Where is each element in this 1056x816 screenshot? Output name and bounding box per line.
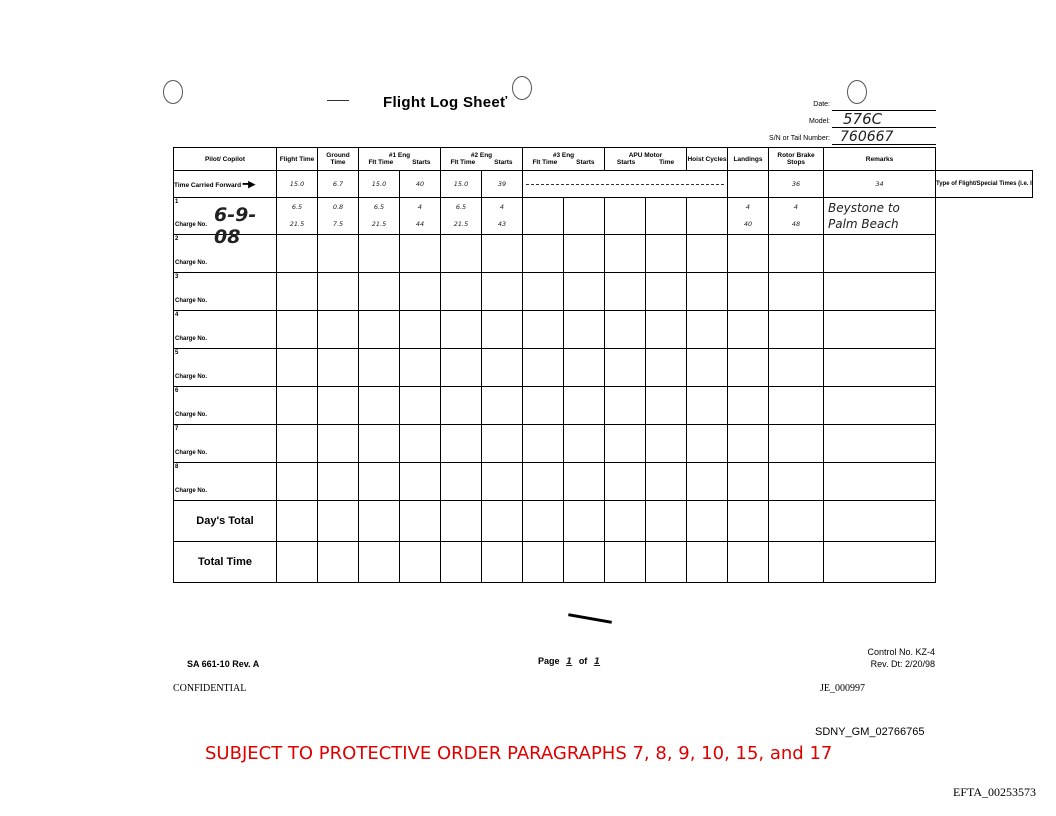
cell: [687, 501, 728, 542]
page-indicator: [538, 656, 604, 667]
cell: [605, 501, 646, 542]
cell: [646, 235, 687, 273]
col-rotor: Rotor Brake Stops: [769, 148, 824, 171]
cell: [441, 463, 482, 501]
cell: [824, 387, 936, 425]
cell: [728, 387, 769, 425]
cell: [769, 501, 824, 542]
eng1-flt-time: Flt Time: [368, 159, 394, 166]
charge-label: Charge No.: [175, 222, 208, 228]
cell: [605, 542, 646, 583]
cell: [482, 501, 523, 542]
cell: [769, 463, 824, 501]
cell: [728, 311, 769, 349]
eng2-subs: [441, 159, 522, 166]
cell: [824, 501, 936, 542]
cell: [441, 235, 482, 273]
cell: [441, 542, 482, 583]
carried-landings: 36: [769, 171, 824, 198]
cell: [277, 425, 318, 463]
cell: [318, 311, 359, 349]
cell: [728, 273, 769, 311]
cell: [824, 425, 936, 463]
row1-eng1-starts: [400, 198, 441, 235]
page-total: 1: [593, 657, 601, 667]
carried-remarks: Type of Flight/Special Times (i.e. I: [936, 171, 1033, 198]
row1-rotor-bottom: 48: [791, 220, 801, 228]
cell: [687, 349, 728, 387]
cell: [564, 273, 605, 311]
cell: [687, 273, 728, 311]
cell: [728, 542, 769, 583]
cell: [441, 311, 482, 349]
col-eng3: [523, 148, 605, 171]
cell: [824, 311, 936, 349]
charge-label: Charge No.: [175, 298, 208, 304]
cell: [318, 349, 359, 387]
eng3-subs: [523, 159, 604, 166]
apu-starts: Starts: [616, 159, 636, 166]
eng2-starts: Starts: [494, 159, 513, 166]
cell: [359, 349, 400, 387]
cell: [400, 425, 441, 463]
cell: [359, 273, 400, 311]
efta-number: EFTA_00253573: [953, 785, 1037, 799]
cell: [728, 425, 769, 463]
cell: [400, 311, 441, 349]
cell: [728, 349, 769, 387]
cell: [728, 463, 769, 501]
cell: [646, 387, 687, 425]
cell: [359, 387, 400, 425]
carried-rotor: 34: [824, 171, 936, 198]
cell: [824, 463, 936, 501]
cell: [824, 542, 936, 583]
cell: [523, 235, 564, 273]
punch-hole-right: [847, 80, 867, 104]
cell: [482, 235, 523, 273]
cell: [400, 273, 441, 311]
cell: [523, 273, 564, 311]
cell: [605, 425, 646, 463]
col-ground-time: Ground Time: [318, 148, 359, 171]
cell: [769, 387, 824, 425]
col-hoist: Hoist Cycles: [687, 148, 728, 171]
cell: [400, 542, 441, 583]
row1-flight-time-bottom: 21.5: [289, 220, 305, 228]
total-time-label: Total Time: [174, 542, 277, 583]
cell: [523, 387, 564, 425]
col-eng2: [441, 148, 523, 171]
row1-eng3-starts: [564, 198, 605, 235]
row1-eng1-starts-top: 4: [417, 203, 423, 211]
cell: [277, 542, 318, 583]
row1-apu-starts: [605, 198, 646, 235]
row1-eng2-time-top: 6.5: [455, 203, 467, 211]
charge-label: Charge No.: [175, 488, 208, 494]
cell: [482, 311, 523, 349]
row-label-cell: [174, 349, 277, 387]
cell: [277, 463, 318, 501]
apu-time: Time: [659, 159, 675, 166]
col-apu: [605, 148, 687, 171]
cell: [482, 425, 523, 463]
table-row: [174, 463, 1033, 501]
cell: [769, 235, 824, 273]
row1-eng2-starts: [482, 198, 523, 235]
cell: [523, 542, 564, 583]
page-title: Flight Log Sheeť: [383, 94, 508, 111]
cell: [318, 425, 359, 463]
cell: [564, 349, 605, 387]
form-number: SA 661-10 Rev. A: [187, 659, 260, 669]
cell: [646, 463, 687, 501]
cell: [277, 349, 318, 387]
cell: [769, 542, 824, 583]
cell: [359, 425, 400, 463]
row-number: 5: [175, 350, 179, 356]
cell: [564, 387, 605, 425]
carried-eng2-starts: 39: [482, 171, 523, 198]
cell: [523, 425, 564, 463]
cell: [605, 235, 646, 273]
confidential-label: CONFIDENTIAL: [173, 683, 247, 694]
total-time-row: [174, 542, 1033, 583]
eng3-label: #3 Eng: [552, 152, 575, 159]
table-row: [174, 235, 1033, 273]
eng2-flt-time: Flt Time: [450, 159, 476, 166]
table-header-row: [174, 148, 1033, 171]
cell: [769, 273, 824, 311]
row1-ground-time-bottom: 7.5: [332, 220, 344, 228]
days-total-row: [174, 501, 1033, 542]
carried-eng2-time: 15.0: [441, 171, 482, 198]
cell: [318, 463, 359, 501]
page-of-label: of: [578, 656, 588, 666]
cell: [687, 425, 728, 463]
cell: [400, 501, 441, 542]
cell: [482, 273, 523, 311]
cell: [564, 425, 605, 463]
cell: [523, 501, 564, 542]
cell: [523, 349, 564, 387]
row1-ground-time: [318, 198, 359, 235]
title-dash: [327, 100, 349, 101]
carried-dashed-cell: [523, 171, 728, 198]
cell: [605, 463, 646, 501]
cell: [687, 387, 728, 425]
cell: [400, 349, 441, 387]
cell: [359, 463, 400, 501]
pen-mark: [568, 613, 612, 624]
cell: [318, 501, 359, 542]
carried-eng1-starts: 40: [400, 171, 441, 198]
cell: [687, 542, 728, 583]
carried-ground-time: 6.7: [318, 171, 359, 198]
page-label: Page: [538, 656, 560, 666]
carried-eng1-time: 15.0: [359, 171, 400, 198]
charge-label: Charge No.: [175, 450, 208, 456]
cell: [646, 542, 687, 583]
table-row: [174, 311, 1033, 349]
protective-order-notice: SUBJECT TO PROTECTIVE ORDER PARAGRAPHS 7, 8, 9, 10, 15, and 17: [205, 743, 833, 764]
row1-landings: [728, 198, 769, 235]
cell: [318, 235, 359, 273]
arrow-right-icon: ━▶: [242, 178, 256, 189]
cell: [277, 387, 318, 425]
row-number: 6: [175, 388, 179, 394]
days-total-label: Day's Total: [174, 501, 277, 542]
control-number: Control No. KZ-4: [867, 647, 935, 657]
cell: [482, 542, 523, 583]
sn-value: 760667: [840, 129, 894, 145]
row1-rotor: [769, 198, 824, 235]
row1-eng1-time: [359, 198, 400, 235]
row-label-cell: [174, 235, 277, 273]
cell: [564, 235, 605, 273]
cell: [605, 273, 646, 311]
carried-forward-row: [174, 171, 1033, 198]
cell: [523, 463, 564, 501]
cell: [687, 463, 728, 501]
table-row: [174, 425, 1033, 463]
cell: [359, 235, 400, 273]
cell: [605, 349, 646, 387]
row1-eng3-time: [523, 198, 564, 235]
cell: [318, 387, 359, 425]
row-label-cell: [174, 311, 277, 349]
model-label: Model:: [808, 118, 830, 125]
cell: [646, 273, 687, 311]
sdny-number: SDNY_GM_02766765: [815, 726, 925, 738]
row-number: 4: [175, 312, 179, 318]
col-eng1: [359, 148, 441, 171]
row1-remarks-line2: Palm Beach: [828, 217, 899, 231]
flight-log-table: [173, 147, 1033, 583]
row-label-cell: [174, 387, 277, 425]
charge-label: Charge No.: [175, 412, 208, 418]
row-number: 1: [175, 199, 179, 205]
cell: [605, 387, 646, 425]
cell: [646, 501, 687, 542]
row1-remarks-line1: Beystone to: [828, 201, 900, 215]
eng3-starts: Starts: [576, 159, 595, 166]
table-row: [174, 273, 1033, 311]
row-label-cell: [174, 273, 277, 311]
cell: [277, 273, 318, 311]
cell: [523, 311, 564, 349]
row1-flight-time: [277, 198, 318, 235]
row1-label-cell: [174, 198, 277, 248]
cell: [400, 463, 441, 501]
row1-eng1-time-top: 6.5: [373, 203, 385, 211]
row1-ground-time-top: 0.8: [332, 203, 344, 211]
cell: [646, 311, 687, 349]
row-number: 8: [175, 464, 179, 470]
cell: [769, 349, 824, 387]
cell: [277, 311, 318, 349]
cell: [482, 387, 523, 425]
carried-label: Time Carried Forward: [174, 181, 242, 189]
row1-hoist: [687, 198, 728, 235]
row1-flight-time-top: 6.5: [291, 203, 303, 211]
carried-label-cell: [174, 171, 277, 198]
cell: [564, 311, 605, 349]
row1-eng1-starts-bottom: 44: [415, 220, 425, 228]
charge-label: Charge No.: [175, 260, 208, 266]
cell: [277, 235, 318, 273]
col-flight-time: Flight Time: [277, 148, 318, 171]
cell: [646, 425, 687, 463]
cell: [441, 387, 482, 425]
model-value: 576C: [843, 110, 883, 128]
row-number: 7: [175, 426, 179, 432]
cell: [564, 542, 605, 583]
cell: [769, 311, 824, 349]
cell: [728, 501, 769, 542]
col-remarks: Remarks: [824, 148, 936, 171]
cell: [687, 311, 728, 349]
apu-label: APU Motor: [628, 152, 663, 159]
row1-eng2-time-bottom: 21.5: [453, 220, 469, 228]
cell: [318, 542, 359, 583]
cell: [564, 463, 605, 501]
cell: [441, 501, 482, 542]
row1-apu-time: [646, 198, 687, 235]
carried-hoist: [728, 171, 769, 198]
row1-date: 6-9-08: [214, 204, 257, 248]
charge-label: Charge No.: [175, 374, 208, 380]
row1-eng2-starts-bottom: 43: [497, 220, 507, 228]
cell: [769, 425, 824, 463]
row-number: 2: [175, 236, 179, 242]
cell: [400, 387, 441, 425]
row1-rotor-top: 4: [793, 203, 799, 211]
row1-eng1-time-bottom: 21.5: [371, 220, 387, 228]
cell: [605, 311, 646, 349]
row1-eng2-time: [441, 198, 482, 235]
cell: [441, 425, 482, 463]
cell: [441, 273, 482, 311]
row-label-cell: [174, 463, 277, 501]
row-label-cell: [174, 425, 277, 463]
eng1-subs: [359, 159, 440, 166]
apu-subs: [605, 159, 686, 166]
dashed-line: [526, 184, 724, 185]
cell: [646, 349, 687, 387]
cell: [277, 501, 318, 542]
punch-hole-center: [512, 76, 532, 100]
col-pilot: Pilot/ Copilot: [174, 148, 277, 171]
eng1-label: #1 Eng: [388, 152, 411, 159]
cell: [482, 463, 523, 501]
sn-label: S/N or Tail Number:: [769, 135, 830, 142]
row1-eng2-starts-top: 4: [499, 203, 505, 211]
carried-flight-time: 15.0: [277, 171, 318, 198]
table-row: [174, 349, 1033, 387]
punch-hole-left: [163, 80, 183, 104]
table-row: [174, 198, 1033, 235]
page-number: 1: [566, 657, 573, 667]
cell: [824, 349, 936, 387]
eng1-starts: Starts: [412, 159, 431, 166]
cell: [318, 273, 359, 311]
cell: [359, 542, 400, 583]
eng3-flt-time: Flt Time: [532, 159, 558, 166]
table-row: [174, 387, 1033, 425]
cell: [400, 235, 441, 273]
col-landings: Landings: [728, 148, 769, 171]
eng2-label: #2 Eng: [470, 152, 493, 159]
charge-label: Charge No.: [175, 336, 208, 342]
row-number: 3: [175, 274, 179, 280]
cell: [441, 349, 482, 387]
row1-remarks: [824, 198, 936, 235]
cell: [564, 501, 605, 542]
date-label: Date:: [813, 101, 830, 108]
row1-landings-top: 4: [745, 203, 751, 211]
cell: [359, 501, 400, 542]
rev-date: Rev. Dt: 2/20/98: [870, 659, 935, 669]
cell: [728, 235, 769, 273]
cell: [482, 349, 523, 387]
cell: [824, 235, 936, 273]
cell: [687, 235, 728, 273]
cell: [824, 273, 936, 311]
row1-landings-bottom: 40: [743, 220, 753, 228]
je-number: JE_000997: [820, 683, 865, 694]
cell: [359, 311, 400, 349]
